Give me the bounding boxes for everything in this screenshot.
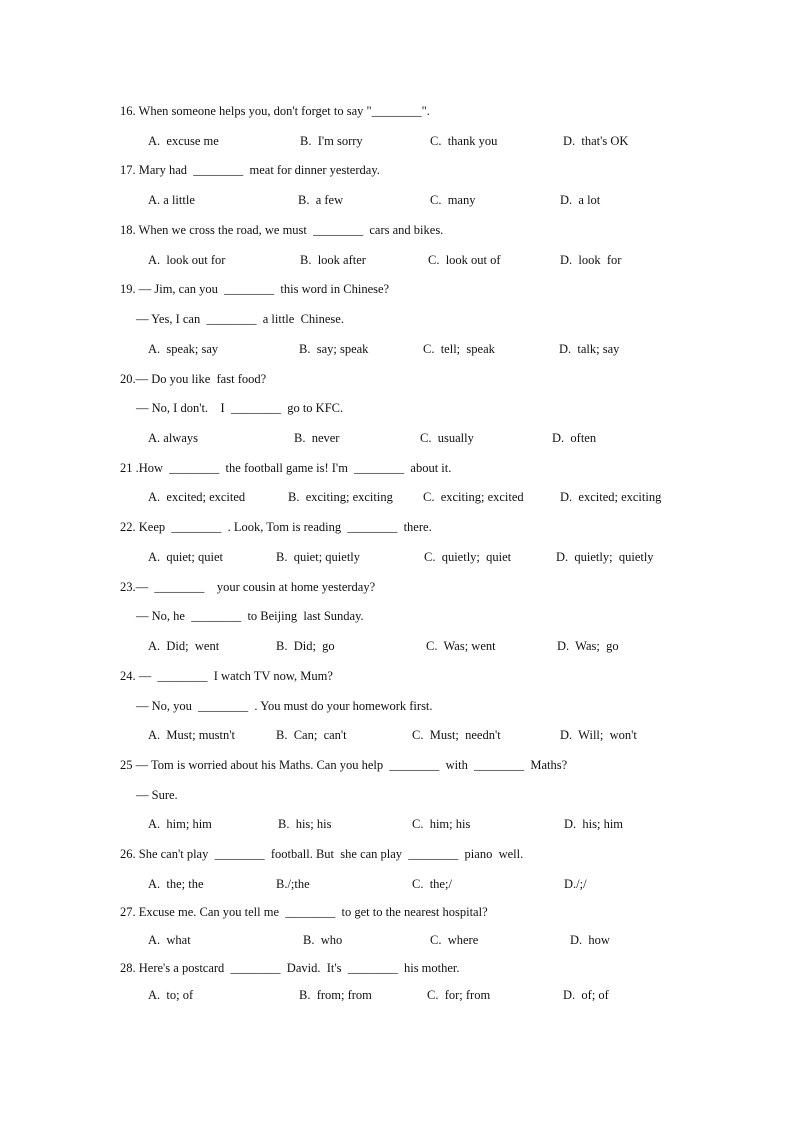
question-25-option-a: A. him; him (148, 817, 212, 831)
question-22-option-c: C. quietly; quiet (424, 550, 512, 564)
question-17-option-b: B. a few (298, 193, 344, 207)
question-26-option-d: D./;/ (564, 877, 587, 891)
question-21-option-b: B. exciting; exciting (288, 490, 393, 504)
question-19-reply: — Yes, I can ________ a little Chinese. (136, 312, 344, 326)
question-27-option-b: B. who (303, 933, 343, 947)
question-23-stem: 23.— ________ your cousin at home yesterday? (120, 580, 376, 594)
question-24-option-c: C. Must; needn't (412, 728, 501, 742)
question-28-option-c: C. for; from (427, 988, 491, 1002)
question-20-option-a: A. always (148, 431, 198, 445)
question-22-option-a: A. quiet; quiet (148, 550, 223, 564)
question-20-option-d: D. often (552, 431, 597, 445)
question-25-option-c: C. him; his (412, 817, 471, 831)
question-22-stem: 22. Keep ________ . Look, Tom is reading ________ there. (120, 520, 432, 534)
question-21-option-c: C. exciting; excited (423, 490, 524, 504)
question-16-option-c: C. thank you (430, 134, 498, 148)
question-25-stem: 25 — Tom is worried about his Maths. Can you help ________ with ________ Maths? (120, 758, 568, 772)
question-18-option-d: D. look for (560, 253, 622, 267)
question-17-option-d: D. a lot (560, 193, 601, 207)
question-24-reply: — No, you ________ . You must do your homework first. (136, 699, 433, 713)
question-24-stem: 24. — ________ I watch TV now, Mum? (120, 669, 333, 683)
question-28-option-d: D. of; of (563, 988, 609, 1002)
question-19-option-c: C. tell; speak (423, 342, 495, 356)
question-18-option-a: A. look out for (148, 253, 226, 267)
question-21-option-d: D. excited; exciting (560, 490, 662, 504)
question-16-option-a: A. excuse me (148, 134, 219, 148)
question-16-option-b: B. I'm sorry (300, 134, 363, 148)
question-26-option-a: A. the; the (148, 877, 204, 891)
question-18-stem: 18. When we cross the road, we must ________ cars and bikes. (120, 223, 444, 237)
question-27-option-a: A. what (148, 933, 191, 947)
question-23-option-d: D. Was; go (557, 639, 619, 653)
question-24-option-d: D. Will; won't (560, 728, 637, 742)
question-24-option-b: B. Can; can't (276, 728, 347, 742)
question-18-option-c: C. look out of (428, 253, 501, 267)
question-16-stem: 16. When someone helps you, don't forget to say "________". (120, 104, 430, 118)
question-20-option-b: B. never (294, 431, 340, 445)
question-27-stem: 27. Excuse me. Can you tell me ________ to get to the nearest hospital? (120, 905, 488, 919)
question-18-option-b: B. look after (300, 253, 366, 267)
question-19-option-d: D. talk; say (559, 342, 620, 356)
question-28-stem: 28. Here's a postcard ________ David. It's ________ his mother. (120, 961, 460, 975)
question-17-stem: 17. Mary had ________ meat for dinner yesterday. (120, 163, 380, 177)
question-24-option-a: A. Must; mustn't (148, 728, 235, 742)
question-23-reply: — No, he ________ to Beijing last Sunday. (136, 609, 364, 623)
question-22-option-b: B. quiet; quietly (276, 550, 361, 564)
question-28-option-b: B. from; from (299, 988, 372, 1002)
question-19-option-a: A. speak; say (148, 342, 219, 356)
question-25-option-d: D. his; him (564, 817, 624, 831)
question-26-option-b: B./;the (276, 877, 310, 891)
question-23-option-a: A. Did; went (148, 639, 220, 653)
question-27-option-c: C. where (430, 933, 479, 947)
question-20-option-c: C. usually (420, 431, 474, 445)
question-17-option-c: C. many (430, 193, 476, 207)
question-28-option-a: A. to; of (148, 988, 194, 1002)
question-26-option-c: C. the;/ (412, 877, 452, 891)
question-25-reply: — Sure. (136, 788, 178, 802)
question-27-option-d: D. how (570, 933, 610, 947)
question-19-option-b: B. say; speak (299, 342, 369, 356)
question-20-stem: 20.— Do you like fast food? (120, 372, 267, 386)
question-20-reply: — No, I don't. I ________ go to KFC. (136, 401, 344, 415)
question-19-stem: 19. — Jim, can you ________ this word in Chinese? (120, 282, 390, 296)
question-21-option-a: A. excited; excited (148, 490, 246, 504)
question-16-option-d: D. that's OK (563, 134, 629, 148)
question-26-stem: 26. She can't play ________ football. But she can play ________ piano well. (120, 847, 524, 861)
question-17-option-a: A. a little (148, 193, 195, 207)
question-25-option-b: B. his; his (278, 817, 332, 831)
question-21-stem: 21 .How ________ the football game is! I'm ________ about it. (120, 461, 452, 475)
question-23-option-b: B. Did; go (276, 639, 335, 653)
question-23-option-c: C. Was; went (426, 639, 496, 653)
question-22-option-d: D. quietly; quietly (556, 550, 654, 564)
